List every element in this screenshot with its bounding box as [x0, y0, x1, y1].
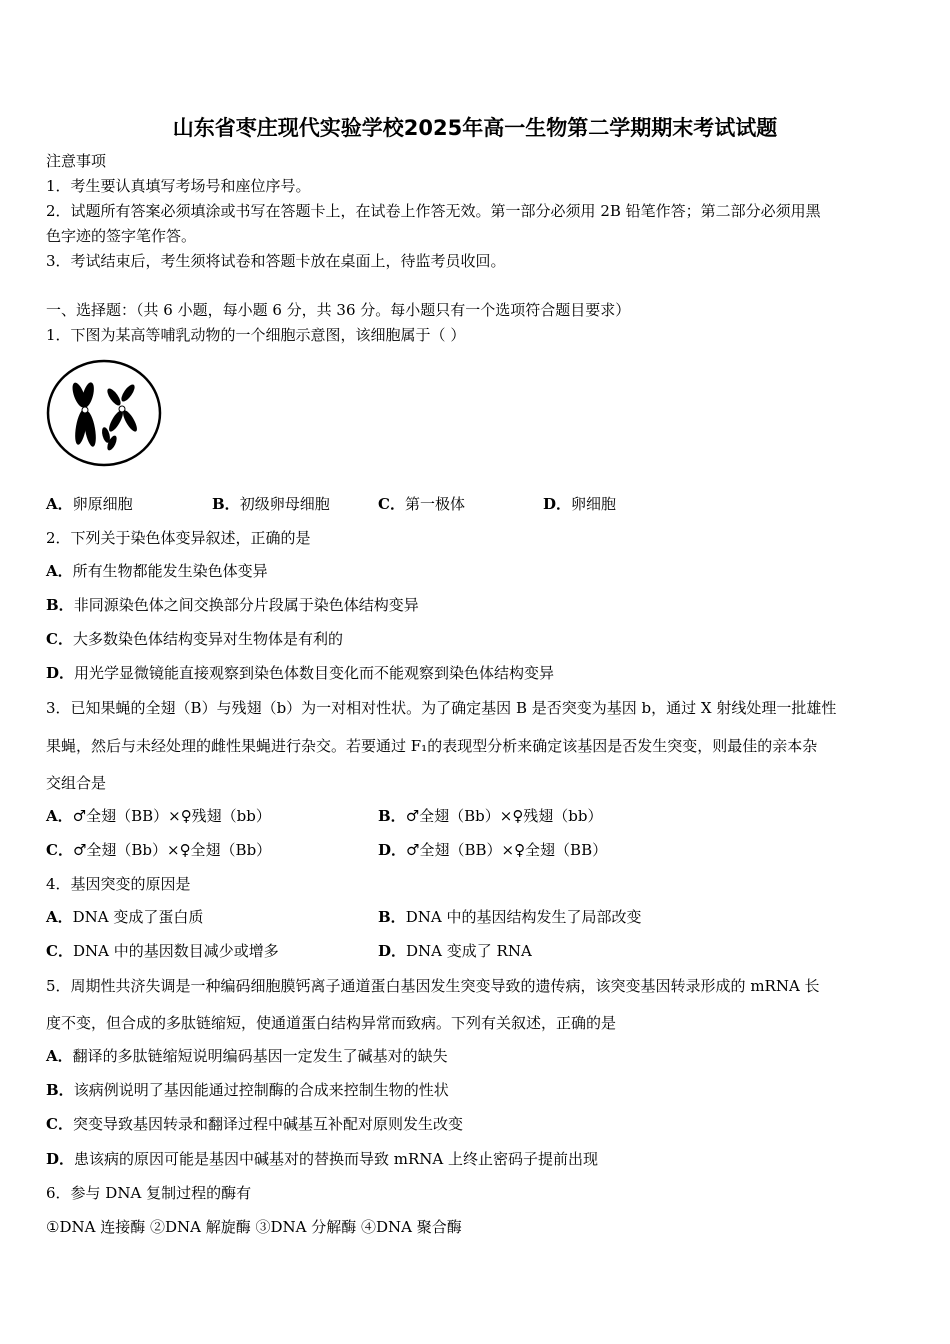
q1-option-d: D．卵细胞	[543, 495, 617, 513]
q1-option-c: C．第一极体	[378, 495, 465, 513]
notice-item: 1．考生要认真填写考场号和座位序号。	[46, 177, 311, 195]
cell-membrane	[48, 361, 160, 465]
notice-heading: 注意事项	[46, 152, 107, 170]
option-letter: D．	[378, 942, 407, 960]
q6-stem: 6．参与 DNA 复制过程的酶有	[46, 1184, 252, 1202]
section-heading: 一、选择题：（共 6 小题，每小题 6 分，共 36 分。每小题只有一个选项符合题目要求）	[46, 301, 631, 319]
option-letter: D．	[46, 1150, 75, 1168]
q4-stem: 4．基因突变的原因是	[46, 875, 191, 893]
option-letter: C．	[46, 1115, 73, 1133]
option-letter: B．	[46, 596, 74, 614]
option-letter: A．	[46, 807, 73, 825]
option-letter: D．	[378, 841, 407, 859]
notice-item: 色字迹的签字笔作答。	[46, 227, 197, 245]
notice-item: 3．考试结束后，考生须将试卷和答题卡放在桌面上，待监考员收回。	[46, 252, 506, 270]
q2-stem: 2．下列关于染色体变异叙述，正确的是	[46, 529, 311, 547]
option-letter: D．	[46, 664, 75, 682]
option-letter: A．	[46, 495, 73, 513]
option-letter: B．	[378, 807, 406, 825]
q2-option-a: A．所有生物都能发生染色体变异	[46, 562, 268, 580]
option-letter: B．	[46, 1081, 74, 1099]
q5-option-d: D．患该病的原因可能是基因中碱基对的替换而导致 mRNA 上终止密码子提前出现	[46, 1150, 599, 1168]
q1-stem: 1．下图为某高等哺乳动物的一个细胞示意图，该细胞属于（ ）	[46, 326, 466, 344]
q4-option-a: A．DNA 变成了蛋白质	[46, 908, 204, 926]
q3-stem-line: 3．已知果蝇的全翅（B）与残翅（b）为一对相对性状。为了确定基因 B 是否突变为基因 b，通过 X 射线处理一批雄性	[46, 699, 837, 717]
option-letter: B．	[378, 908, 406, 926]
option-letter: A．	[46, 1047, 73, 1065]
q3-stem-line: 果蝇，然后与未经处理的雌性果蝇进行杂交。若要通过 F₁的表现型分析来确定该基因是否发生突变，则最佳的亲本杂	[46, 737, 818, 755]
q4-option-c: C．DNA 中的基因数目减少或增多	[46, 942, 279, 960]
q2-option-d: D．用光学显微镜能直接观察到染色体数目变化而不能观察到染色体结构变异	[46, 664, 555, 682]
page-title: 山东省枣庄现代实验学校2025年高一生物第二学期期末考试试题	[172, 116, 778, 140]
option-letter: B．	[212, 495, 240, 513]
q3-option-b: B．♂全翅（Bb）×♀残翅（bb）	[378, 807, 603, 825]
q3-option-c: C．♂全翅（Bb）×♀全翅（Bb）	[46, 841, 272, 859]
q2-option-c: C．大多数染色体结构变异对生物体是有利的	[46, 630, 343, 648]
option-letter: C．	[46, 942, 73, 960]
q4-option-b: B．DNA 中的基因结构发生了局部改变	[378, 908, 642, 926]
q2-option-b: B．非同源染色体之间交换部分片段属于染色体结构变异	[46, 596, 419, 614]
q3-option-a: A．♂全翅（BB）×♀残翅（bb）	[46, 807, 271, 825]
option-letter: C．	[46, 630, 73, 648]
q5-option-c: C．突变导致基因转录和翻译过程中碱基互补配对原则发生改变	[46, 1115, 463, 1133]
q5-option-a: A．翻译的多肽链缩短说明编码基因一定发生了碱基对的缺失	[46, 1047, 448, 1065]
option-letter: C．	[46, 841, 73, 859]
q5-option-b: B．该病例说明了基因能通过控制酶的合成来控制生物的性状	[46, 1081, 449, 1099]
q4-option-d: D．DNA 变成了 RNA	[378, 942, 532, 960]
option-letter: D．	[543, 495, 572, 513]
q3-option-d: D．♂全翅（BB）×♀全翅（BB）	[378, 841, 608, 859]
q3-stem-line: 交组合是	[46, 774, 107, 792]
option-letter: C．	[378, 495, 405, 513]
option-letter: A．	[46, 908, 73, 926]
cell-diagram-figure	[44, 357, 164, 467]
q5-stem-line: 度不变，但合成的多肽链缩短，使通道蛋白结构异常而致病。下列有关叙述，正确的是	[46, 1014, 617, 1032]
option-letter: A．	[46, 562, 73, 580]
q5-stem-line: 5．周期性共济失调是一种编码细胞膜钙离子通道蛋白基因发生突变导致的遗传病，该突变基因转录形成的 mRNA 长	[46, 977, 820, 995]
q1-option-b: B．初级卵母细胞	[212, 495, 330, 513]
q1-option-a: A．卵原细胞	[46, 495, 133, 513]
notice-item: 2．试题所有答案必须填涂或书写在答题卡上，在试卷上作答无效。第一部分必须用 2B 铅笔作答；第二部分必须用黑	[46, 202, 821, 220]
q6-enzymes: ①DNA 连接酶 ②DNA 解旋酶 ③DNA 分解酶 ④DNA 聚合酶	[46, 1218, 462, 1236]
